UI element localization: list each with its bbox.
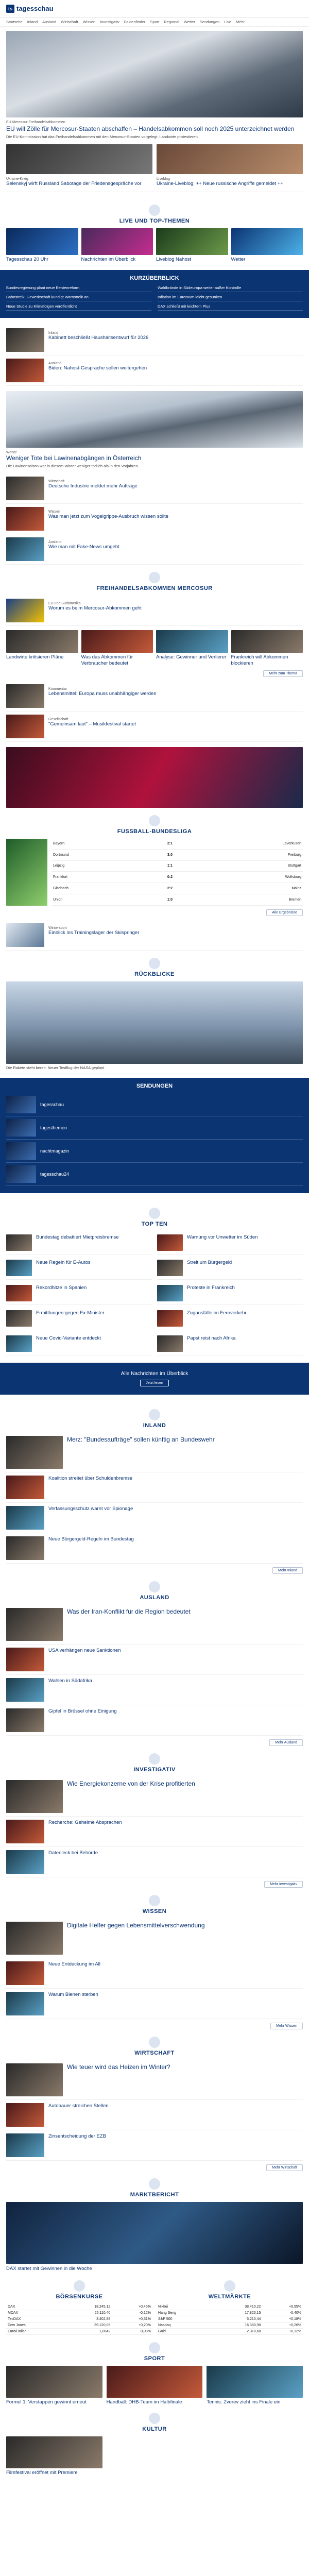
- side-title-1: Selenskyj wirft Russland Sabotage der Friedensgespräche vor: [6, 180, 142, 187]
- story-title: Lebensmittel: Europa muss unabhängiger werden: [48, 690, 157, 697]
- nav-item[interactable]: Wissen: [82, 20, 96, 24]
- live-item-4[interactable]: Wetter: [231, 228, 303, 263]
- topten-item[interactable]: Zugausfälle im Fernverkehr: [157, 1307, 303, 1330]
- welt-title: WELTMÄRKTE: [157, 2278, 303, 2304]
- inland-item[interactable]: Verfassungsschutz warnt vor Spionage: [6, 1503, 303, 1533]
- promo-image[interactable]: [6, 747, 303, 808]
- mercosur-tile[interactable]: Was das Abkommen für Verbraucher bedeutet: [81, 630, 153, 667]
- kurz-item[interactable]: Inflation im Euroraum leicht gesunken: [158, 295, 303, 301]
- topten-item[interactable]: Rekordhitze in Spanien: [6, 1282, 152, 1305]
- banner-text: Alle Nachrichten im Überblick: [121, 1371, 188, 1377]
- inland-item[interactable]: Koalition streitet über Schuldenbremse: [6, 1472, 303, 1503]
- story-topline: Wissen: [48, 510, 60, 514]
- topten-item[interactable]: Warnung vor Unwetter im Süden: [157, 1231, 303, 1255]
- welt-table: [157, 2304, 303, 2335]
- market-row[interactable]: Hang Seng 17.820,15 -0,40%: [157, 2310, 303, 2316]
- ausland-title: AUSLAND: [6, 1574, 303, 1605]
- logo-mark: ts: [6, 5, 14, 13]
- ausland-lead[interactable]: Was der Iran-Konflikt für die Region bedeutet: [6, 1605, 303, 1645]
- sport-item[interactable]: Formel 1: Verstappen gewinnt erneut: [6, 2366, 102, 2405]
- story-title: Deutsche Industrie meldet mehr Aufträge: [48, 483, 138, 489]
- sendung-item[interactable]: nachtmagazin: [6, 1140, 303, 1163]
- kurz-item[interactable]: Waldbrände in Südeuropa weiter außer Kontrolle: [158, 285, 303, 292]
- kurzueberblick: [0, 270, 309, 318]
- investigativ-lead[interactable]: Wie Energiekonzerne von der Krise profitierten: [6, 1777, 303, 1817]
- side-topline-2: Liveblog: [157, 177, 170, 181]
- investigativ-title: INVESTIGATIV: [6, 1746, 303, 1777]
- investigativ-item[interactable]: Datenleck bei Behörde: [6, 1847, 303, 1877]
- kurz-item[interactable]: Bahnstreik: Gewerkschaft kündigt Warnstreik an: [6, 295, 151, 301]
- ausland-section: [6, 1574, 303, 1746]
- kurz-item[interactable]: Bundesregierung plant neue Rentenreform: [6, 285, 151, 292]
- market-row[interactable]: MDAX 26.110,40 -0,12%: [6, 2310, 152, 2316]
- kurz-title: KURZÜBERBLICK: [130, 275, 179, 282]
- live-item-3[interactable]: Liveblog Nahost: [156, 228, 228, 263]
- nav-item[interactable]: Startseite: [6, 20, 23, 24]
- banner: [0, 1363, 309, 1395]
- nav-item[interactable]: Sendungen: [199, 20, 220, 24]
- topten-title: TOP TEN: [6, 1200, 303, 1231]
- story-image: [6, 715, 44, 738]
- story-card[interactable]: [6, 504, 303, 534]
- story-image: [6, 684, 44, 708]
- match-row[interactable]: Gladbach 2:2 Mainz: [52, 883, 303, 894]
- mercosur-tile[interactable]: Analyse: Gewinner und Verlierer: [156, 630, 228, 667]
- topten-item[interactable]: Neue Regeln für E-Autos: [6, 1257, 152, 1280]
- nav-item[interactable]: Investigativ: [100, 20, 119, 24]
- match-row[interactable]: Frankfurt 0:2 Wolfsburg: [52, 872, 303, 883]
- main-nav: [0, 18, 309, 27]
- rueck-caption: Die Rakete steht bereit: Neuer Testflug der NASA geplant: [6, 1065, 105, 1070]
- sendung-item[interactable]: tagesschau: [6, 1093, 303, 1116]
- main-content: [0, 27, 309, 2483]
- nav-item[interactable]: Wirtschaft: [61, 20, 78, 24]
- kurz-item[interactable]: DAX schließt mit leichtem Plus: [158, 304, 303, 311]
- hero: [6, 27, 303, 140]
- inland-title: INLAND: [6, 1402, 303, 1433]
- mercosur-lead[interactable]: EU und Südamerika Worum es beim Mercosur-Abkommen geht: [6, 596, 303, 626]
- live-item-2[interactable]: Nachrichten im Überblick: [81, 228, 153, 263]
- feature-image[interactable]: [6, 391, 303, 448]
- story-title: Biden: Nahost-Gespräche sollen weitergehen: [48, 365, 147, 371]
- sport-title: SPORT: [6, 2335, 303, 2366]
- story-title: Kabinett beschließt Haushaltsentwurf für 2026: [48, 335, 149, 341]
- sport-item[interactable]: Handball: DHB-Team im Halbfinale: [107, 2366, 203, 2405]
- nav-item[interactable]: Mehr: [236, 20, 245, 24]
- bundesliga-image: [6, 839, 47, 906]
- market-row[interactable]: Dow Jones 39.120,05 +0,20%: [6, 2322, 152, 2328]
- markt-title: MARKTBERICHT: [6, 2171, 303, 2202]
- nav-item[interactable]: Inland: [27, 20, 38, 24]
- topten-item[interactable]: Neue Covid-Variante entdeckt: [6, 1332, 152, 1355]
- stories-3: [6, 681, 303, 742]
- sendung-item[interactable]: tagesthemen: [6, 1116, 303, 1140]
- story-topline: Ausland: [48, 362, 62, 366]
- nav-item[interactable]: Wetter: [183, 20, 195, 24]
- match-row[interactable]: Bayern 2:1 Leverkusen: [52, 839, 303, 850]
- market-row[interactable]: Nasdaq 16.380,90 +0,26%: [157, 2322, 303, 2328]
- inland-item[interactable]: Neue Bürgergeld-Regeln im Bundestag: [6, 1533, 303, 1564]
- market-row[interactable]: DAX 18.245,12 +0,45%: [6, 2304, 152, 2310]
- mercosur-section: [6, 565, 303, 677]
- ausland-item[interactable]: USA verhängen neue Sanktionen: [6, 1645, 303, 1675]
- market-row[interactable]: S&P 500 5.210,44 +0,18%: [157, 2316, 303, 2322]
- story-title: Wie man mit Fake-News umgeht: [48, 544, 119, 550]
- rueckblicke: [6, 951, 303, 1071]
- mercosur-more-button[interactable]: Mehr zum Thema: [263, 670, 303, 677]
- topten-item[interactable]: Bundestag debattiert Mietpreisbremse: [6, 1231, 152, 1255]
- wirtschaft-title: WIRTSCHAFT: [6, 2029, 303, 2060]
- story-image: [6, 477, 44, 500]
- mercosur-tile[interactable]: Frankreich will Abkommen blockieren: [231, 630, 303, 667]
- top-ten: [6, 1200, 303, 1355]
- mercosur-tile[interactable]: Landwirte kritisieren Pläne: [6, 630, 78, 667]
- bundesliga-results: [52, 839, 303, 906]
- marktbericht: [6, 2171, 303, 2272]
- hero-title[interactable]: EU will Zölle für Mercosur-Staaten abschaffen – Handelsabkommen soll noch 2025 unterzeichnet werden: [6, 125, 295, 132]
- side-story-1[interactable]: [6, 144, 152, 187]
- topten-item[interactable]: Proteste in Frankreich: [157, 1282, 303, 1305]
- market-row[interactable]: TecDAX 3.402,88 +0,31%: [6, 2316, 152, 2322]
- ausland-more-button[interactable]: Mehr Ausland: [269, 1739, 303, 1746]
- rueck-title: RÜCKBLICKE: [6, 951, 303, 981]
- bundesliga-more-button[interactable]: Alle Ergebnisse: [266, 909, 303, 916]
- story-image: [6, 328, 44, 352]
- inland-section: [6, 1402, 303, 1574]
- side-image-2: [157, 144, 303, 174]
- sendungen: [0, 1078, 309, 1193]
- kultur: [6, 2405, 303, 2483]
- market-row[interactable]: Euro/Dollar 1,0842 -0,08%: [6, 2328, 152, 2334]
- story-topline: Kommentar: [48, 687, 67, 691]
- kultur-item[interactable]: Filmfestival eröffnet mit Premiere: [6, 2436, 102, 2476]
- logo-text: tagesschau: [16, 5, 54, 12]
- wirtschaft-more-button[interactable]: Mehr Wirtschaft: [266, 2164, 303, 2171]
- story-card[interactable]: [6, 325, 303, 355]
- story-card[interactable]: [6, 711, 303, 742]
- markt-image[interactable]: [6, 2202, 303, 2264]
- story-card[interactable]: [6, 681, 303, 711]
- story-card[interactable]: [6, 534, 303, 565]
- inland-lead[interactable]: Merz: "Bundesaufträge" sollen künftig an Bundeswehr: [6, 1433, 303, 1472]
- wissen-more-button[interactable]: Mehr Wissen: [270, 2023, 303, 2029]
- feature-text: Die Lawinensaison war in diesem Winter weniger tödlich als in den Vorjahren.: [6, 464, 139, 469]
- match-row[interactable]: Union 1:0 Bremen: [52, 894, 303, 905]
- story-title: Was man jetzt zum Vogelgrippe-Ausbruch wissen sollte: [48, 513, 169, 519]
- topten-item[interactable]: Streit um Bürgergeld: [157, 1257, 303, 1280]
- story-card[interactable]: [6, 473, 303, 504]
- side-title-2: Ukraine-Liveblog: ++ Neue russische Angriffe gemeldet ++: [157, 180, 283, 187]
- story-topline: Gesellschaft: [48, 717, 68, 721]
- hero-topline: EU-Mercosur-Freihandelsabkommen: [6, 121, 65, 124]
- wissen-title: WISSEN: [6, 1888, 303, 1919]
- wirtschaft-lead[interactable]: Wie teuer wird das Heizen im Winter?: [6, 2060, 303, 2100]
- market-row[interactable]: Gold 2.318,60 +0,12%: [157, 2328, 303, 2334]
- sport: [6, 2335, 303, 2405]
- wissen-item[interactable]: Warum Bienen sterben: [6, 1989, 303, 2019]
- wissen-lead[interactable]: Digitale Helfer gegen Lebensmittelverschwendung: [6, 1919, 303, 1958]
- stories-2: [6, 473, 303, 565]
- live-item-1[interactable]: Tagesschau 20 Uhr: [6, 228, 78, 263]
- ausland-item[interactable]: Wahlen in Südafrika: [6, 1675, 303, 1705]
- feature: [6, 391, 303, 469]
- banner-button[interactable]: Jetzt lesen: [140, 1380, 168, 1386]
- investigativ-more-button[interactable]: Mehr Investigativ: [264, 1881, 303, 1888]
- match-row[interactable]: Leipzig 1:1 Stuttgart: [52, 860, 303, 872]
- live-section: [6, 197, 303, 263]
- feature-topline: Wetter: [6, 451, 17, 455]
- wintersport-story[interactable]: Wintersport Einblick ins Trainingslager der Skispringer: [6, 920, 303, 951]
- topten-item[interactable]: Ermittlungen gegen Ex-Minister: [6, 1307, 152, 1330]
- top-side: [6, 144, 303, 187]
- wirtschaft-item[interactable]: Zinsentscheidung der EZB: [6, 2130, 303, 2161]
- logo[interactable]: [6, 5, 54, 13]
- nav-item[interactable]: Sport: [150, 20, 160, 24]
- story-image: [6, 359, 44, 382]
- nav-item[interactable]: Live: [224, 20, 232, 24]
- match-row[interactable]: Dortmund 3:0 Freiburg: [52, 849, 303, 860]
- investigativ-section: [6, 1746, 303, 1888]
- side-image-1: [6, 144, 152, 174]
- boerse-title: BÖRSENKURSE: [6, 2278, 152, 2304]
- bundesliga-title: FUSSBALL-BUNDESLIGA: [6, 808, 303, 839]
- market-row[interactable]: Nikkei 38.410,22 +0,55%: [157, 2304, 303, 2310]
- side-topline-1: Ukraine-Krieg: [6, 177, 28, 181]
- boerse-table: [6, 2304, 152, 2335]
- live-title: LIVE UND TOP-THEMEN: [6, 197, 303, 228]
- sendungen-title: SENDUNGEN: [136, 1083, 173, 1089]
- wissen-section: [6, 1888, 303, 2029]
- side-story-2[interactable]: [157, 144, 303, 187]
- site-header: [0, 0, 309, 18]
- story-card[interactable]: [6, 355, 303, 386]
- kultur-title: KULTUR: [6, 2405, 303, 2436]
- sport-item[interactable]: Tennis: Zverev zieht ins Finale ein: [207, 2366, 303, 2405]
- nav-item[interactable]: Ausland: [42, 20, 57, 24]
- wirtschaft-section: [6, 2029, 303, 2171]
- bundesliga: [6, 808, 303, 916]
- ausland-item[interactable]: Gipfel in Brüssel ohne Einigung: [6, 1705, 303, 1736]
- sendung-item[interactable]: tagesschau24: [6, 1163, 303, 1186]
- hero-image[interactable]: [6, 31, 303, 117]
- kurz-item[interactable]: Neue Studie zu Klimafolgen veröffentlicht: [6, 304, 151, 311]
- feature-title[interactable]: Weniger Tote bei Lawinenabgängen in Österreich: [6, 454, 142, 462]
- markt-caption: DAX startet mit Gewinnen in die Woche: [6, 2266, 92, 2272]
- story-image: [6, 537, 44, 561]
- nav-item[interactable]: Regional: [164, 20, 179, 24]
- stories-1: [6, 325, 303, 386]
- story-title: "Gemeinsam laut" – Musikfestival startet: [48, 721, 136, 727]
- wirtschaft-item[interactable]: Autobauer streichen Stellen: [6, 2100, 303, 2130]
- rueck-image[interactable]: [6, 981, 303, 1064]
- topten-item[interactable]: Papst reist nach Afrika: [157, 1332, 303, 1355]
- mercosur-title: FREIHANDELSABKOMMEN MERCOSUR: [6, 565, 303, 596]
- hero-text: Die EU-Kommission hat das Freihandelsabkommen mit den Mercosur-Staaten vorgelegt. Landwirte protestieren.: [6, 134, 199, 139]
- inland-more-button[interactable]: Mehr Inland: [272, 1567, 303, 1574]
- story-topline: Ausland: [48, 540, 62, 544]
- nav-item[interactable]: Faktenfinder: [124, 20, 146, 24]
- investigativ-item[interactable]: Recherche: Geheime Absprachen: [6, 1817, 303, 1847]
- story-topline: Wirtschaft: [48, 479, 65, 483]
- story-topline: Inland: [48, 331, 59, 335]
- story-image: [6, 507, 44, 531]
- kurse: [6, 2278, 303, 2335]
- wissen-item[interactable]: Neue Entdeckung im All: [6, 1958, 303, 1989]
